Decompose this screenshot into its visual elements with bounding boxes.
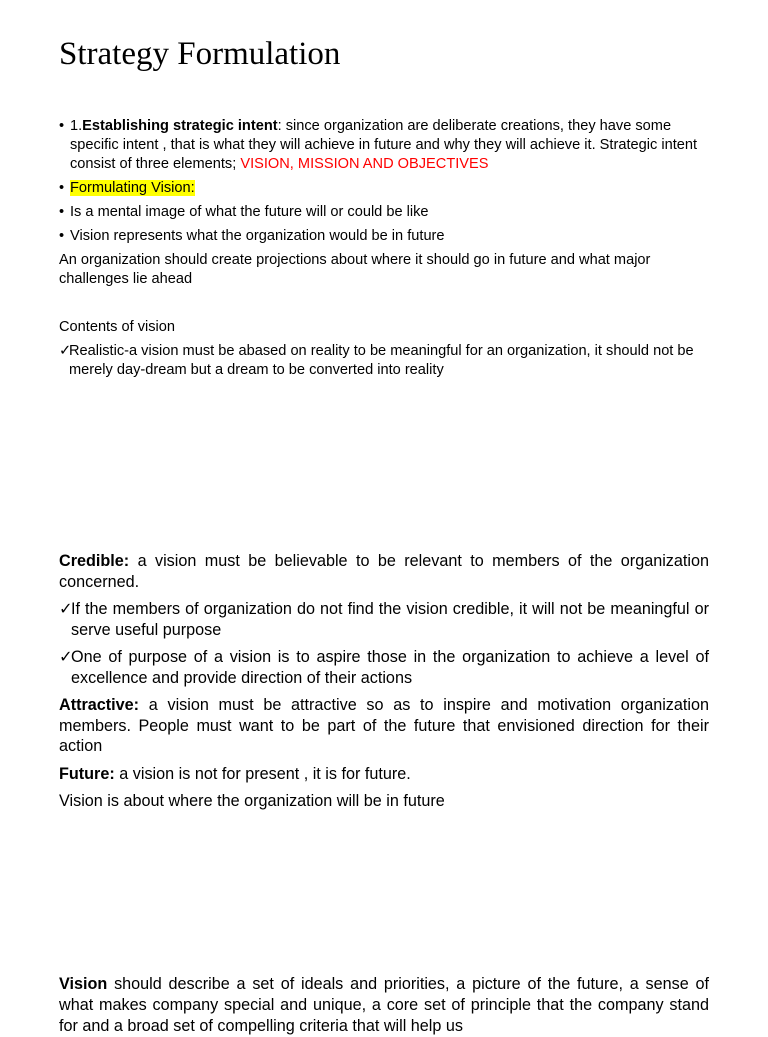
purpose-text: One of purpose of a vision is to aspire those in the organization to achieve a level of excellence and provide direction of their actions [71, 648, 709, 687]
list-item-strategic-intent [59, 117, 711, 174]
spacer [59, 294, 711, 318]
attractive-text: a vision must be attractive so as to inspire and motivation organization members. People must want to be part of the future that envisioned direction for their action [59, 696, 709, 755]
not-credible-text: If the members of organization do not find the vision credible, it will not be meaningful or serve useful purpose [71, 600, 709, 639]
realistic-text: Realistic-a vision must be abased on reality to be meaningful for an organization, it should not be merely day-dream but a dream to be converted into reality [69, 343, 694, 378]
vision-future-paragraph: Vision is about where the organization will be in future [59, 792, 445, 810]
contents-heading: Contents of vision [59, 319, 176, 335]
vision-description-text: should describe a set of ideals and priorities, a picture of the future, a sense of what makes company special and unique, a core set of principle that the company stand for and a broad set of compelling criteria that will help us [59, 975, 709, 1035]
future-term: Future: [59, 764, 115, 783]
bullet-icon: • [59, 118, 65, 134]
future-paragraph [59, 764, 709, 785]
list-item-vision-represents [59, 227, 711, 246]
vision-description-paragraph [59, 974, 709, 1037]
mental-image-text: Is a mental image of what the future will or could be like [70, 204, 429, 220]
bullet-icon: • [59, 204, 65, 220]
credible-text: a vision must be believable to be relevant to members of the organization concerned. [59, 552, 709, 591]
list-item-formulating-vision [59, 179, 711, 198]
projections-paragraph: An organization should create projections about where it should go in future and what major challenges lie ahead [59, 252, 651, 287]
slide-vision-qualities [59, 551, 709, 819]
slide-vision-description [59, 974, 709, 1037]
list-item-not-credible [59, 599, 709, 640]
future-text: a vision is not for present , it is for future. [114, 764, 411, 783]
page-title: Strategy Formulation [59, 36, 341, 72]
term-colon: : [277, 118, 286, 134]
strategic-intent-text: since organization are deliberate creations, they have some specific intent , that is what they will achieve in future and why they will achieve it. Strategic intent consist of three elements; [70, 118, 698, 172]
bullet-icon: • [59, 180, 65, 196]
bullet-icon: • [59, 228, 65, 244]
slide-strategic-intent [59, 117, 711, 380]
checkmark-icon: ✓ [59, 343, 72, 359]
formulating-vision-heading: Formulating Vision: [70, 180, 195, 196]
vision-represents-text: Vision represents what the organization would be in future [70, 228, 445, 244]
elements-emphasis: VISION, MISSION AND OBJECTIVES [240, 156, 489, 172]
strategic-intent-term: Establishing strategic intent [82, 118, 278, 134]
list-item-purpose [59, 647, 709, 688]
list-item-mental-image [59, 203, 711, 222]
attractive-paragraph [59, 695, 709, 757]
credible-paragraph [59, 551, 709, 592]
checkmark-icon: ✓ [59, 600, 73, 618]
credible-term: Credible: [59, 552, 130, 570]
list-item-realistic [59, 342, 711, 380]
item-number: 1. [70, 118, 83, 134]
vision-term: Vision [59, 975, 108, 993]
checkmark-icon: ✓ [59, 648, 73, 666]
attractive-term: Attractive: [59, 696, 140, 714]
